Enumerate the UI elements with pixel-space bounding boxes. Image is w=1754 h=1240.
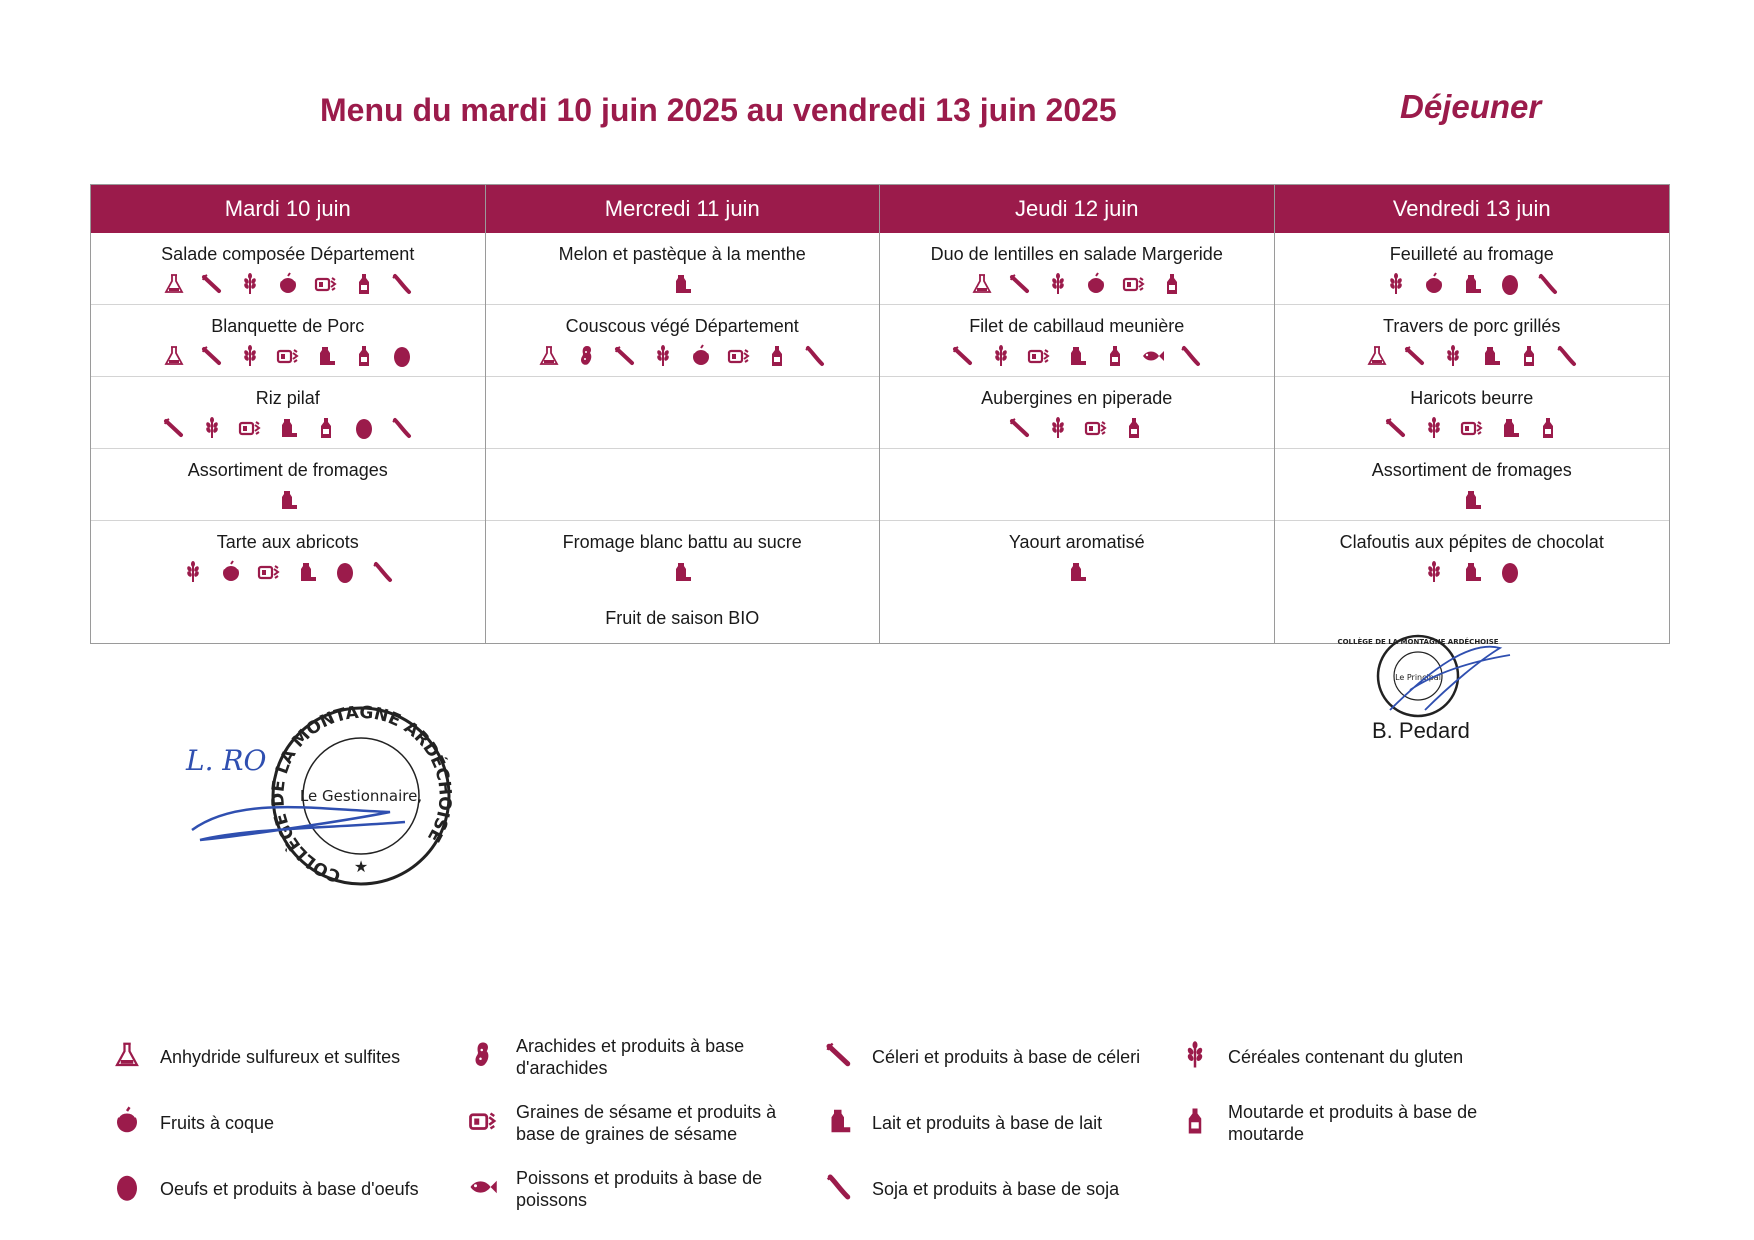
celery-icon [951, 344, 975, 368]
allergen-icons [181, 559, 395, 585]
dish-slot [486, 377, 880, 449]
dish-slot [1275, 233, 1670, 305]
soy-icon [1536, 272, 1560, 296]
egg-icon [333, 560, 357, 584]
mustard-icon [1122, 416, 1146, 440]
celery-icon [1008, 272, 1032, 296]
mustard-icon [1180, 1106, 1214, 1140]
celery-icon [1384, 416, 1408, 440]
stamp-role: Le Principal [1395, 673, 1441, 682]
dish-name: Blanquette de Porc [211, 316, 365, 336]
sesame-icon [1027, 344, 1051, 368]
sesame-icon [238, 416, 262, 440]
legend-item [824, 1090, 1180, 1156]
dish-name: Filet de cabillaud meunière [969, 316, 1185, 336]
dish-slot [880, 233, 1274, 305]
allergen-icons [276, 487, 300, 513]
mustard-icon [1160, 272, 1184, 296]
dish-slot [486, 521, 880, 629]
gluten-icon [1441, 344, 1465, 368]
dish-slot [486, 449, 880, 521]
fish-icon [468, 1172, 502, 1206]
dish-slot [880, 449, 1274, 521]
allergen-icons [1384, 415, 1560, 441]
dish-slot [91, 305, 485, 377]
mustard-icon [765, 344, 789, 368]
allergen-icons [162, 343, 414, 369]
sulfite-icon [970, 272, 994, 296]
sesame-icon [1084, 416, 1108, 440]
day-column [91, 185, 486, 643]
dish-name: Haricots beurre [1410, 388, 1534, 408]
page-title: Menu du mardi 10 juin 2025 au vendredi 13 juin 2025 [320, 92, 1117, 128]
dish-slot [91, 377, 485, 449]
nut-icon [112, 1106, 146, 1140]
legend-label: Lait et produits à base de lait [872, 1113, 1103, 1133]
allergen-icons [951, 343, 1203, 369]
milk-icon [1460, 488, 1484, 512]
sulfite-icon [162, 272, 186, 296]
dish-slot [1275, 449, 1670, 521]
extra-dish: Fruit de saison BIO [605, 608, 760, 628]
allergen-icons [1008, 415, 1146, 441]
dish-name: Fromage blanc battu au sucre [562, 532, 802, 552]
nut-icon [689, 344, 713, 368]
legend-label: Graines de sésame et produits à base de graines de sésame [516, 1102, 777, 1144]
dish-name: Duo de lentilles en salade Margeride [930, 244, 1223, 264]
milk-icon [276, 488, 300, 512]
stamp-ring-text: COLLÈGE DE LA MONTAGNE ARDÉCHOISE [268, 702, 455, 886]
day-header: Jeudi 12 juin [880, 185, 1274, 233]
soy-icon [803, 344, 827, 368]
legend-item [468, 1024, 824, 1090]
dish-slot [880, 521, 1274, 629]
soy-icon [390, 416, 414, 440]
dish-name: Clafoutis aux pépites de chocolat [1339, 532, 1604, 552]
allergen-icons [1422, 559, 1522, 585]
sulfite-icon [537, 344, 561, 368]
legend-item [112, 1090, 468, 1156]
gluten-icon [651, 344, 675, 368]
legend-label: Céréales contenant du gluten [1228, 1047, 1464, 1067]
sesame-icon [1460, 416, 1484, 440]
celery-icon [162, 416, 186, 440]
peanut-icon [575, 344, 599, 368]
allergen-icons [670, 559, 694, 584]
allergen-icons [1065, 559, 1089, 585]
soy-icon [1179, 344, 1203, 368]
peanut-icon [468, 1040, 502, 1074]
day-column [486, 185, 881, 643]
nut-icon [1422, 272, 1446, 296]
gluten-icon [989, 344, 1013, 368]
dish-name: Feuilleté au fromage [1389, 244, 1554, 264]
sesame-icon [1122, 272, 1146, 296]
sesame-icon [314, 272, 338, 296]
dish-slot [880, 377, 1274, 449]
dish-name: Assortiment de fromages [187, 460, 388, 480]
allergen-icons [1365, 343, 1579, 369]
legend-item [1180, 1090, 1536, 1156]
milk-icon [670, 272, 694, 296]
day-column [1275, 185, 1670, 643]
legend-item [112, 1156, 468, 1222]
dish-name: Aubergines en piperade [981, 388, 1173, 408]
handwritten-name: L. RO [186, 744, 267, 777]
dish-slot [91, 521, 485, 629]
dish-slot [486, 233, 880, 305]
legend-label: Oeufs et produits à base d'oeufs [160, 1179, 419, 1199]
gluten-icon [238, 344, 262, 368]
dish-slot [486, 305, 880, 377]
celery-icon [613, 344, 637, 368]
sesame-icon [276, 344, 300, 368]
stamp-ring-text: COLLÈGE DE LA MONTAGNE ARDÉCHOISE [1337, 638, 1499, 646]
dish-slot [91, 449, 485, 521]
legend-item [112, 1024, 468, 1090]
legend-label: Soja et produits à base de soja [872, 1179, 1120, 1199]
egg-icon [1498, 272, 1522, 296]
milk-icon [1460, 560, 1484, 584]
sulfite-icon [162, 344, 186, 368]
nut-icon [219, 560, 243, 584]
dish-name: Travers de porc grillés [1383, 316, 1561, 336]
milk-icon [295, 560, 319, 584]
sulfite-icon [1365, 344, 1389, 368]
dish-name: Assortiment de fromages [1371, 460, 1572, 480]
signer-name: B. Pedard [1372, 718, 1470, 743]
gestionnaire-stamp [180, 700, 460, 900]
allergen-icons [670, 271, 694, 297]
mustard-icon [1103, 344, 1127, 368]
dish-name: Tarte aux abricots [216, 532, 359, 552]
gluten-icon [1180, 1040, 1214, 1074]
gluten-icon [1384, 272, 1408, 296]
stamp-graphic [180, 700, 460, 900]
milk-icon [314, 344, 338, 368]
menu-table [90, 184, 1670, 644]
sesame-icon [727, 344, 751, 368]
milk-icon [824, 1106, 858, 1140]
legend-item [468, 1156, 824, 1222]
mustard-icon [352, 344, 376, 368]
day-header: Vendredi 13 juin [1275, 185, 1670, 233]
gluten-icon [1422, 560, 1446, 584]
allergen-icons [1460, 487, 1484, 513]
gluten-icon [238, 272, 262, 296]
celery-icon [1403, 344, 1427, 368]
dish-slot [1275, 521, 1670, 629]
dish-slot [91, 233, 485, 305]
sesame-icon [257, 560, 281, 584]
mustard-icon [352, 272, 376, 296]
milk-icon [1479, 344, 1503, 368]
allergen-icons [970, 271, 1184, 297]
legend-item [1180, 1024, 1536, 1090]
milk-icon [1460, 272, 1484, 296]
dish-name: Yaourt aromatisé [1008, 532, 1145, 552]
day-column [880, 185, 1275, 643]
dish-slot [880, 305, 1274, 377]
milk-icon [1065, 560, 1089, 584]
gluten-icon [200, 416, 224, 440]
celery-icon [200, 272, 224, 296]
dish-slot [1275, 305, 1670, 377]
egg-icon [112, 1172, 146, 1206]
milk-icon [276, 416, 300, 440]
egg-icon [352, 416, 376, 440]
legend-label: Anhydride sulfureux et sulfites [160, 1047, 401, 1067]
nut-icon [1084, 272, 1108, 296]
mustard-icon [1536, 416, 1560, 440]
legend-item [824, 1024, 1180, 1090]
dish-slot [1275, 377, 1670, 449]
milk-icon [1498, 416, 1522, 440]
gluten-icon [1046, 272, 1070, 296]
celery-icon [824, 1040, 858, 1074]
legend-item [824, 1156, 1180, 1222]
allergen-icons [1384, 271, 1560, 297]
dish-name: Riz pilaf [255, 388, 320, 408]
egg-icon [1498, 560, 1522, 584]
mustard-icon [1517, 344, 1541, 368]
legend-label: Moutarde et produits à base de moutarde [1228, 1102, 1478, 1144]
gluten-icon [1422, 416, 1446, 440]
dish-name: Couscous végé Département [565, 316, 799, 336]
egg-icon [390, 344, 414, 368]
day-header: Mercredi 11 juin [486, 185, 880, 233]
allergen-icons [162, 415, 414, 441]
allergen-icons [537, 343, 827, 369]
celery-icon [1008, 416, 1032, 440]
milk-icon [1065, 344, 1089, 368]
dish-name: Melon et pastèque à la menthe [558, 244, 806, 264]
legend-item [468, 1090, 824, 1156]
mustard-icon [314, 416, 338, 440]
soy-icon [1555, 344, 1579, 368]
celery-icon [200, 344, 224, 368]
soy-icon [390, 272, 414, 296]
legend-label: Poissons et produits à base de poissons [516, 1168, 763, 1210]
legend-label: Céleri et produits à base de céleri [872, 1047, 1141, 1067]
stamp-role: Le Gestionnaire, [299, 787, 423, 805]
legend-label: Arachides et produits à base d'arachides [516, 1036, 745, 1078]
sesame-icon [468, 1106, 502, 1140]
dish-name: Salade composée Département [161, 244, 415, 264]
stamp-star-icon: ★ [353, 859, 369, 876]
day-header: Mardi 10 juin [91, 185, 485, 233]
allergen-icons [162, 271, 414, 297]
legend-label: Fruits à coque [160, 1113, 275, 1133]
gluten-icon [1046, 416, 1070, 440]
gluten-icon [181, 560, 205, 584]
meal-label: Déjeuner [1400, 88, 1542, 125]
allergen-legend [112, 1024, 1552, 1224]
soy-icon [824, 1172, 858, 1206]
fish-icon [1141, 344, 1165, 368]
sulfite-icon [112, 1040, 146, 1074]
soy-icon [371, 560, 395, 584]
nut-icon [276, 272, 300, 296]
milk-icon [670, 560, 694, 584]
